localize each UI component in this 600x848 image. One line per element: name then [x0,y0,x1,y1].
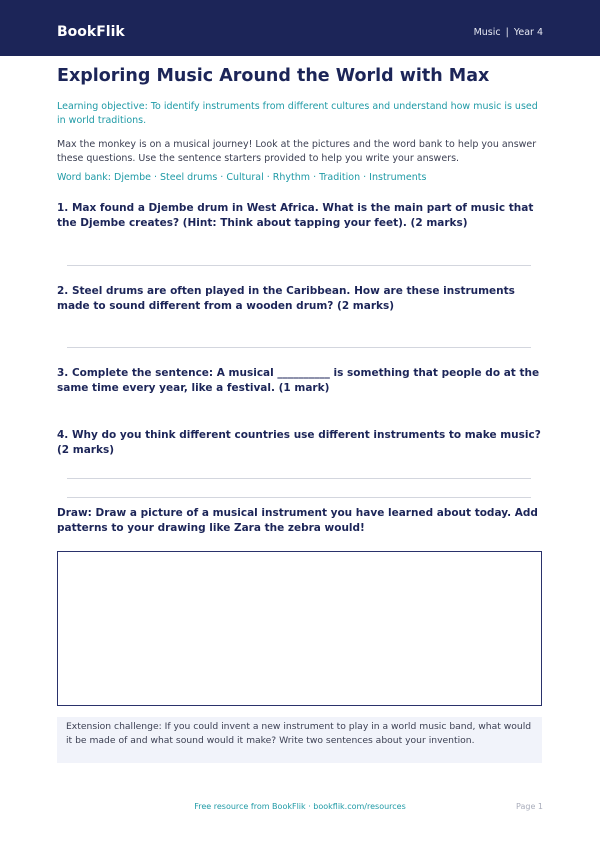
subject-year-label [474,26,543,40]
question-1: 1. Max found a Djembe drum in West Africa. What is the main part of music that the Djembe creates? (Hint: Think about tapping your feet). (2 marks) [57,202,534,229]
word-bank: Word bank: Djembe · Steel drums · Cultural · Rhythm · Tradition · Instruments [57,172,427,183]
answer-line-4a[interactable] [67,478,531,479]
header-bar [0,0,600,56]
draw-task-prompt: Draw: Draw a picture of a musical instrument you have learned about today. Add patterns to your drawing like Zara the zebra would! [57,507,538,534]
answer-line-2[interactable] [67,347,531,348]
subject-label: Music [473,27,501,38]
extension-text: Extension challenge: If you could invent a new instrument to play in a world music band, what would it be made of and what sound would it make? Write two sentences about your invention. [66,721,532,746]
year-label: Year 4 [513,27,543,38]
page-number: Page 1 [516,802,543,811]
separator: | [505,27,509,38]
drawing-box[interactable] [57,551,542,706]
question-2: 2. Steel drums are often played in the Caribbean. How are these instruments made to sound different from a wooden drum? (2 marks) [57,285,515,312]
answer-line-4b[interactable] [67,497,531,498]
extension-challenge [57,717,542,763]
page-title: Exploring Music Around the World with Max [57,66,490,86]
learning-objective: Learning objective: To identify instruments from different cultures and understand how music is used in world traditions. [57,101,538,126]
brand-logo-text: BookFlik [57,24,125,40]
answer-line-1[interactable] [67,265,531,266]
question-3: 3. Complete the sentence: A musical __________ is something that people do at the same time every year, like a festival. (1 mark) [57,367,540,394]
footer-credit: Free resource from BookFlik · bookflik.com/resources [194,802,406,811]
intro-text: Max the monkey is on a musical journey! Look at the pictures and the word bank to help you answer these questions. Use the sentence starters provided to help you write your answers. [57,139,537,164]
question-4: 4. Why do you think different countries use different instruments to make music? (2 marks) [57,429,541,456]
